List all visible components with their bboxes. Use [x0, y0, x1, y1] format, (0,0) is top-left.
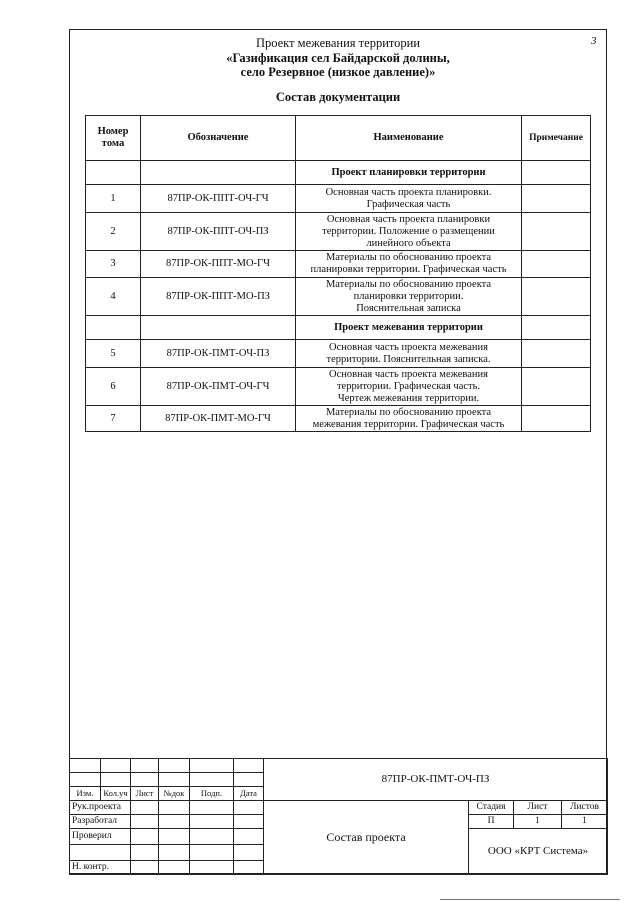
title-block [69, 758, 608, 875]
doc-name: Основная часть проекта межевания территории. Графическая часть. Чертеж межевания территории. [296, 368, 522, 406]
volume-number: 3 [86, 251, 141, 278]
table-row [86, 340, 591, 368]
doc-note [522, 185, 591, 213]
section-row [86, 316, 591, 340]
doc-code: 87ПР-ОК-ППТ-МО-ГЧ [141, 251, 296, 278]
section-row [86, 161, 591, 185]
stage-value: П [469, 815, 514, 829]
stamp-title: Состав проекта [264, 801, 469, 875]
col-header-note: Примечание [522, 116, 591, 161]
doc-name: Основная часть проекта планировки территории. Положение о размещении линейного объекта [296, 213, 522, 251]
col-header-name: Наименование [296, 116, 522, 161]
stamp-col-sheet: Лист [131, 787, 159, 801]
sheets-value: 1 [562, 815, 608, 829]
section-title: Проект планировки территории [296, 161, 522, 185]
doc-name: Основная часть проекта планировки. Графическая часть [296, 185, 522, 213]
organization-name: ООО «КРТ Система» [469, 829, 608, 875]
stamp-col-change: Изм. [70, 787, 101, 801]
doc-code: 87ПР-ОК-ПМТ-МО-ГЧ [141, 406, 296, 432]
doc-name: Материалы по обоснованию проекта межевания территории. Графическая часть [296, 406, 522, 432]
doc-code: 87ПР-ОК-ПМТ-ОЧ-ГЧ [141, 368, 296, 406]
volume-number: 7 [86, 406, 141, 432]
table-row [86, 406, 591, 432]
project-header-line1: Проект межевания территории [255, 36, 421, 50]
doc-name: Материалы по обоснованию проекта планировки территории. Графическая часть [296, 251, 522, 278]
document-title: Состав документации [275, 90, 401, 104]
col-header-volume: Номер тома [86, 116, 141, 161]
col-header-code: Обозначение [141, 116, 296, 161]
project-header-line2: «Газификация сел Байдарской долины, [226, 51, 450, 65]
table-row [86, 251, 591, 278]
doc-note [522, 340, 591, 368]
sheets-label: Листов [562, 801, 608, 815]
documentation-table [85, 115, 591, 432]
doc-code: 87ПР-ОК-ППТ-МО-ПЗ [141, 278, 296, 316]
page-number: 3 [591, 35, 597, 47]
stamp-document-code: 87ПР-ОК-ПМТ-ОЧ-ПЗ [264, 759, 608, 801]
doc-note [522, 368, 591, 406]
stamp-col-signature: Подп. [190, 787, 234, 801]
sheet-label: Лист [514, 801, 562, 815]
table-row [86, 368, 591, 406]
doc-note [522, 251, 591, 278]
volume-number: 6 [86, 368, 141, 406]
doc-code: 87ПР-ОК-ППТ-ОЧ-ГЧ [141, 185, 296, 213]
project-header-line3: село Резервное (низкое давление)» [240, 65, 436, 79]
doc-note [522, 213, 591, 251]
stamp-col-docnum: №док [159, 787, 190, 801]
doc-code: 87ПР-ОК-ПМТ-ОЧ-ПЗ [141, 340, 296, 368]
role-project-lead: Рук.проекта [70, 801, 131, 815]
volume-number: 5 [86, 340, 141, 368]
doc-name: Материалы по обоснованию проекта планировки территории. Пояснительная записка [296, 278, 522, 316]
sheet-value: 1 [514, 815, 562, 829]
stamp-col-count: Кол.уч [101, 787, 131, 801]
role-checker: Проверил [70, 829, 131, 845]
doc-code: 87ПР-ОК-ППТ-ОЧ-ПЗ [141, 213, 296, 251]
stamp-col-date: Дата [234, 787, 264, 801]
role-developer: Разработал [70, 815, 131, 829]
doc-note [522, 406, 591, 432]
table-row [86, 185, 591, 213]
section-title: Проект межевания территории [296, 316, 522, 340]
doc-name: Основная часть проекта межевания территории. Пояснительная записка. [296, 340, 522, 368]
doc-note [522, 278, 591, 316]
volume-number: 2 [86, 213, 141, 251]
table-header-row [86, 116, 591, 161]
stage-label: Стадия [469, 801, 514, 815]
role-norm-control: Н. контр. [70, 861, 131, 875]
volume-number: 4 [86, 278, 141, 316]
table-row [86, 213, 591, 251]
scan-artifact-line [440, 899, 620, 900]
table-row [86, 278, 591, 316]
role-empty [70, 845, 131, 861]
volume-number: 1 [86, 185, 141, 213]
